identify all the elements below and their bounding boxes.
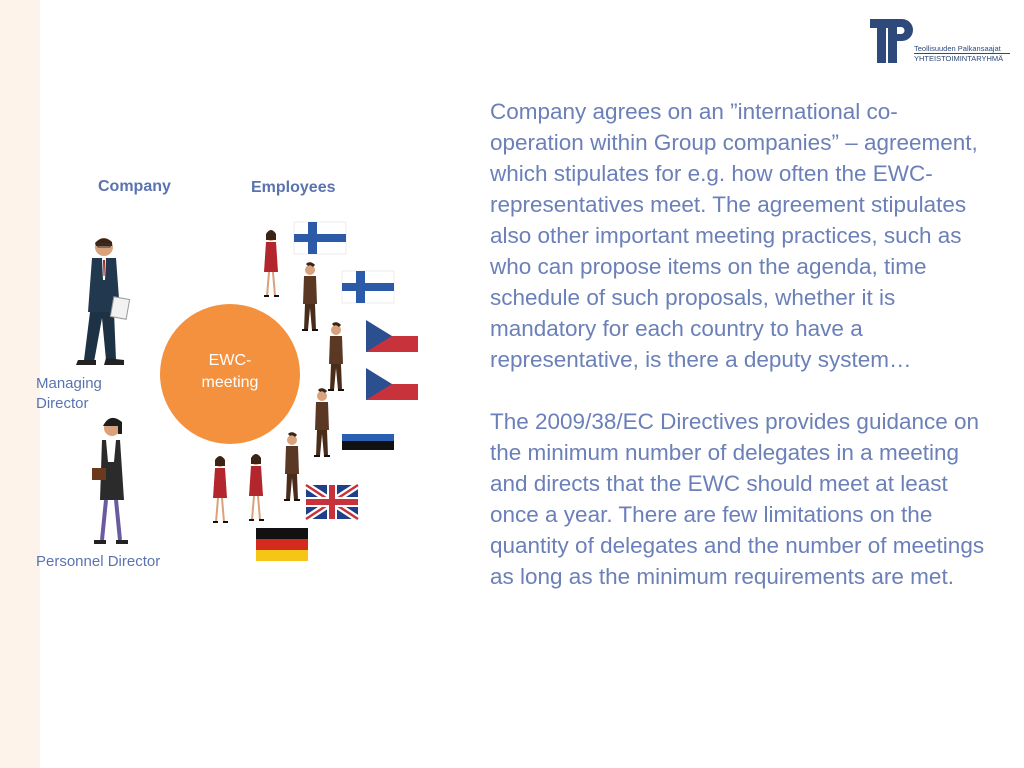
managing-director-line-2: Director [36,395,89,412]
employee-figure-icon [249,454,264,521]
germany-flag-icon [256,528,308,561]
czech-flag-icon [366,368,418,400]
paragraph-agreement: Company agrees on an ”international co-operation within Group companies” – agreement, which stipulates for e.g. how often the EWC-representatives meet. The agreement stipulates also other important meeting practices, such as who can propose items on the agenda, time schedule of such proposals, whether it is mandatory for each country to have a representative, is there a deputy system… [490,99,978,372]
employee-figure-icon [328,324,344,391]
employee-figure-icon [213,456,228,523]
finland-flag-icon [342,271,394,303]
employee-figure-icon [302,264,318,331]
paragraph-directive: The 2009/38/EC Directives provides guidance on the minimum number of delegates in a meeting and directs that the EWC should meet at least once a year. There are few limitations on the quantity of delegates and the number of meetings as long as the minimum requirements are met. [490,409,985,589]
tp-logo [868,16,1008,68]
company-label: Company [98,178,171,195]
personnel-director-label: Personnel Director [36,553,161,570]
logo-text [914,44,1010,63]
personnel-director-figure-icon [92,418,128,544]
ewc-diagram [40,200,440,600]
employee-figure-icon [284,434,300,501]
employees-label: Employees [251,179,336,196]
managing-director-line-1: Managing [36,375,102,392]
managing-director-figure-icon [76,238,130,365]
uk-flag-icon [306,485,358,519]
employee-figure-icon [314,390,330,457]
tp-logo-mark-icon [868,16,914,64]
finland-flag-icon [294,222,346,254]
ewc-meeting-line-1: EWC- [208,352,252,369]
estonia-flag-icon [342,434,394,457]
body-text [490,96,990,592]
ewc-meeting-line-2: meeting [201,374,259,391]
ewc-meeting-label [162,350,298,394]
logo-line-1: Teollisuuden Palkansaajat [914,44,1001,53]
czech-flag-icon [366,320,418,352]
left-decorative-strip [0,0,40,768]
employee-figure-icon [264,230,279,297]
logo-line-2: YHTEISTOIMINTARYHMÄ [914,53,1010,63]
